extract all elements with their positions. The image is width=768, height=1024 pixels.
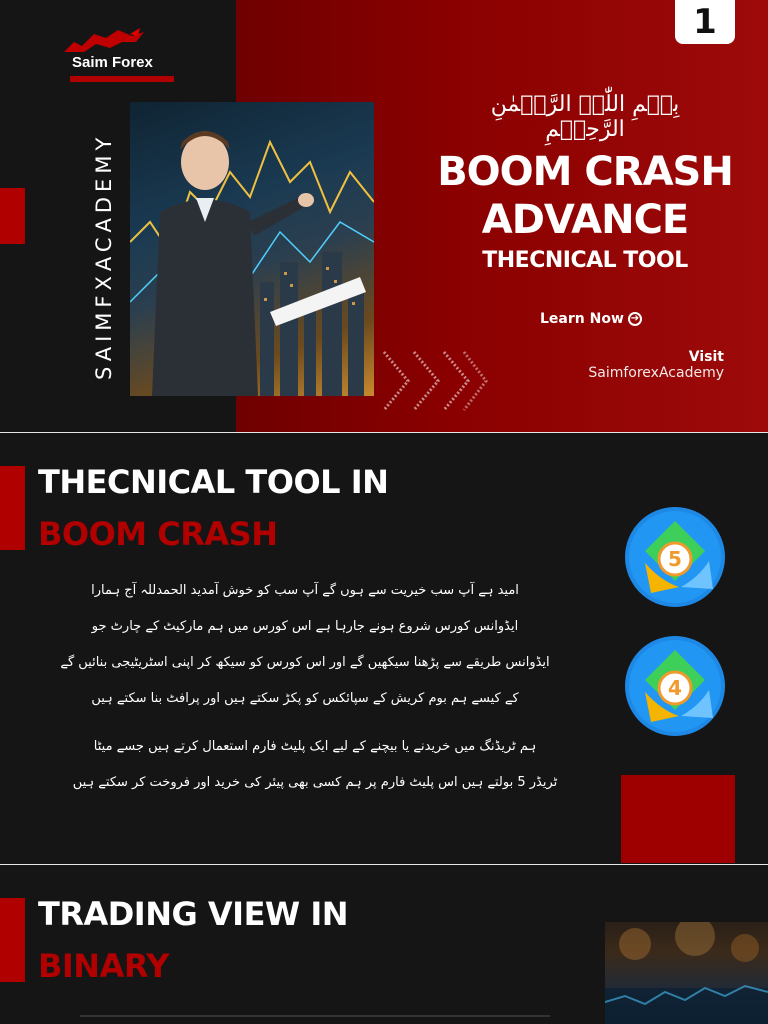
- visit-label: Visit: [688, 349, 724, 365]
- decorative-red-block: [621, 775, 735, 863]
- page-number-badge: 1: [675, 0, 735, 44]
- photo-illustration: [130, 102, 374, 396]
- urdu-line: ہم ٹریڈنگ میں خریدنے یا بیچنے کے لیے ایک پلیٹ فارم استعمال کرتے ہیں جسے میٹا: [93, 739, 537, 754]
- section-accent-bar: [0, 898, 25, 982]
- hero-title-line1: BOOM CRASH: [437, 149, 733, 195]
- logo-text: Saim Forex: [72, 54, 153, 71]
- hero-banner: [0, 0, 768, 432]
- visit-site: SaimforexAcademy: [588, 365, 724, 381]
- learn-now-label: Learn Now: [540, 311, 624, 327]
- urdu-line: ایڈوانس طریقے سے پڑھنا سیکھیں گے اور اس کورس کو سیکھ کر اپنی اسٹریٹیجی بنائیں گے: [60, 655, 550, 670]
- hero-subtitle: THECNICAL TOOL: [482, 248, 688, 273]
- hero-title-line2: ADVANCE: [481, 197, 689, 243]
- urdu-line: کے کیسے ہم بوم کریش کے سپائکس کو پکڑ سکتے ہیں اور پرافٹ بنا سکتے ہیں: [91, 691, 519, 706]
- urdu-paragraph-1: [40, 573, 570, 717]
- metatrader-5-icon: [621, 507, 729, 607]
- blurred-chart-image: [605, 922, 768, 1024]
- hero-title: [420, 148, 750, 244]
- chevrons-decoration-icon: [380, 346, 490, 416]
- metatrader-4-icon: [621, 636, 729, 736]
- mt5-number: 5: [668, 547, 682, 571]
- section1-heading-white: THECNICAL TOOL IN: [38, 463, 389, 501]
- urdu-text-partial: [80, 1015, 550, 1017]
- urdu-line: امید ہے آپ سب خیریت سے ہوں گے آپ سب کو خوش آمدید الحمدللہ آج ہمارا: [91, 583, 519, 598]
- brand-logo[interactable]: [50, 28, 180, 88]
- urdu-line: ایڈوانس کورس شروع ہونے جارہا ہے اس کورس میں ہم مارکیٹ کے چارٹ جو: [91, 619, 519, 634]
- arrow-right-circle-icon: ➔: [628, 312, 642, 326]
- businessman-chart-image: [130, 102, 374, 396]
- logo-tagline-bar: [70, 76, 174, 82]
- learn-now-button[interactable]: [540, 311, 642, 327]
- section1-heading-red: BOOM CRASH: [38, 515, 278, 553]
- section-accent-bar: [0, 466, 25, 550]
- urdu-line: ٹریڈر 5 بولتے ہیں اس پلیٹ فارم پر ہم کسی بھی پیئر کی خرید اور فروخت کر سکتے ہیں: [72, 775, 558, 790]
- blurred-photo: [605, 922, 768, 1024]
- hero-accent-bar: [0, 188, 25, 244]
- urdu-paragraph-2: [40, 729, 590, 801]
- vertical-brand-text: SAIMFXACADEMY: [92, 132, 116, 380]
- visit-link[interactable]: [560, 349, 724, 381]
- mt4-number: 4: [668, 676, 682, 700]
- section2-heading-red: BINARY: [38, 947, 169, 985]
- bismillah-calligraphy: بِسۡمِ اللّٰہِ الرَّحۡمٰنِ الرَّحِیۡمِ: [490, 92, 680, 142]
- section2-heading-white: TRADING VIEW IN: [38, 895, 349, 933]
